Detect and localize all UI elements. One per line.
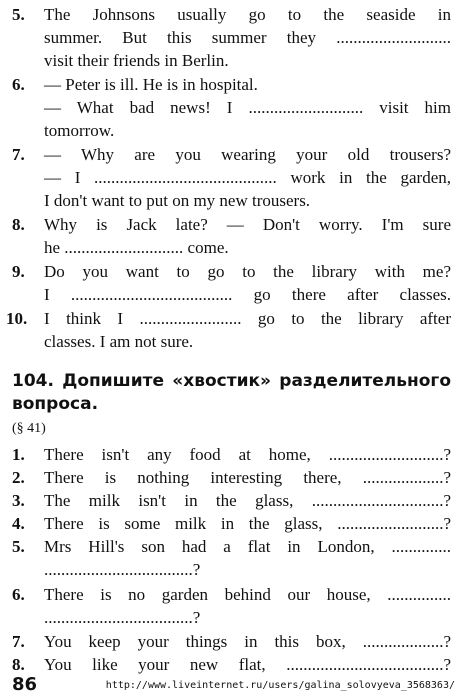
item-number: 8.	[12, 215, 25, 234]
exercise-item-5-line-3	[0, 50, 463, 72]
grammar-reference: (§ 41)	[12, 421, 46, 436]
item-text-line: Mrs Hill's son had a flat in London, ..............	[44, 537, 451, 556]
exercise-item-6-line-2	[0, 97, 463, 119]
item-text-line: ...................................?	[44, 560, 201, 579]
exercise-item-2	[0, 467, 463, 489]
item-text-line: There isn't any food at home, ...........................?	[44, 445, 451, 464]
exercise-item-5-line-2	[0, 559, 463, 581]
exercise-item-10-line-2	[0, 331, 463, 353]
exercise-item-7-line-2	[0, 167, 463, 189]
item-text-line: Why is Jack late? — Don't worry. I'm sure	[44, 215, 451, 234]
watermark-url: http://www.liveinternet.ru/users/galina_solovyeva_3568363/	[105, 680, 455, 691]
item-text-line: You like your new flat, .....................................?	[44, 655, 451, 674]
item-number: 7.	[12, 632, 25, 651]
exercise-item-10	[0, 308, 463, 330]
exercise-item-3	[0, 490, 463, 512]
exercise-item-1	[0, 444, 463, 466]
exercise-item-7	[0, 144, 463, 166]
item-number: 5.	[12, 537, 25, 556]
exercise-item-9-line-2	[0, 284, 463, 306]
item-text-line: I ...................................... go there after classes.	[44, 285, 451, 304]
item-number: 2.	[12, 468, 25, 487]
item-number: 7.	[12, 145, 25, 164]
item-text-line: There is nothing interesting there, ...................?	[44, 468, 451, 487]
exercise-item-6	[0, 584, 463, 606]
exercise-item-5	[0, 4, 463, 26]
item-text-line: tomorrow.	[44, 121, 115, 140]
exercise-item-9	[0, 261, 463, 283]
exercise-item-4	[0, 513, 463, 535]
item-text-line: There is no garden behind our house, ...............	[44, 585, 451, 604]
item-text-line: Do you want to go to the library with me?	[44, 262, 451, 281]
item-text-line: I don't want to put on my new trousers.	[44, 191, 311, 210]
item-text-line: The milk isn't in the glass, ...............................?	[44, 491, 451, 510]
item-number: 8.	[12, 655, 25, 674]
exercise-item-8	[0, 214, 463, 236]
exercise-item-5	[0, 536, 463, 558]
item-text-line: There is some milk in the glass, .........................?	[44, 514, 451, 533]
exercise-item-5-line-2	[0, 27, 463, 49]
page-number: 86	[12, 674, 38, 695]
item-number: 1.	[12, 445, 25, 464]
item-text-line: summer. But this summer they ...........................	[44, 28, 451, 47]
item-text-line: ...................................?	[44, 608, 201, 627]
item-number: 9.	[12, 262, 25, 281]
exercise-item-7	[0, 631, 463, 653]
item-number: 6.	[12, 75, 25, 94]
item-text-line: You keep your things in this box, ...................?	[44, 632, 451, 651]
item-number: 6.	[12, 585, 25, 604]
item-text-line: I think I ........................ go to the library after	[44, 309, 451, 328]
item-text-line: he ............................ come.	[44, 238, 229, 257]
exercise-item-7-line-3	[0, 190, 463, 212]
item-number: 5.	[12, 5, 25, 24]
item-number: 3.	[12, 491, 25, 510]
item-number: 4.	[12, 514, 25, 533]
item-text-line: classes. I am not sure.	[44, 332, 194, 351]
exercise-item-6-line-2	[0, 607, 463, 629]
exercise-item-8	[0, 654, 463, 676]
exercise-item-8-line-2	[0, 237, 463, 259]
exercise-item-6-line-3	[0, 120, 463, 142]
exercise-title: 104. Допишите «хвостик» разделительного	[12, 371, 451, 391]
item-text-line: visit their friends in Berlin.	[44, 51, 229, 70]
item-number: 10.	[6, 309, 28, 328]
exercise-item-6	[0, 74, 463, 96]
item-text-line: — I ........................................... work in the garden,	[44, 168, 451, 187]
item-text-line: — What bad news! I ........................... visit him	[44, 98, 451, 117]
exercise-title-line-2: вопроса.	[12, 394, 99, 414]
item-text-line: — Why are you wearing your old trousers?	[44, 145, 451, 164]
item-text-line: — Peter is ill. He is in hospital.	[44, 75, 258, 94]
item-text-line: The Johnsons usually go to the seaside in	[44, 5, 451, 24]
